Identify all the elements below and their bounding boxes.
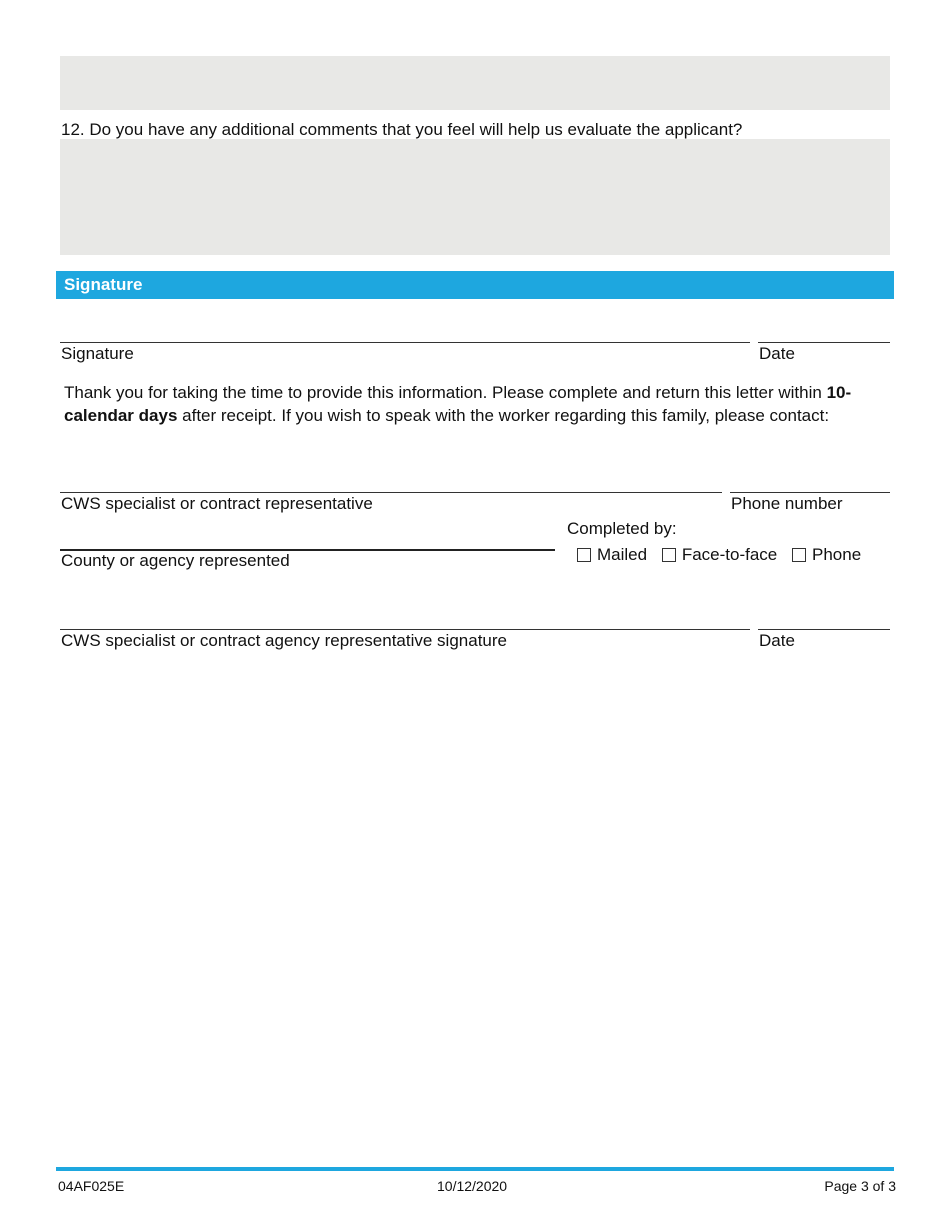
- completed-by-label: Completed by:: [567, 519, 677, 538]
- face-to-face-label: Face-to-face: [681, 545, 778, 564]
- option-phone[interactable]: [792, 545, 861, 565]
- phone-option-label: Phone: [812, 545, 862, 564]
- date-line[interactable]: [758, 342, 890, 343]
- footer-rule: [56, 1167, 894, 1171]
- mailed-checkbox[interactable]: [577, 548, 591, 562]
- instruction-intro: Thank you for taking the time to provide this information. Please complete and return this letter within: [64, 383, 822, 402]
- page-number: Page 3 of 3: [824, 1178, 896, 1194]
- rep-signature-label: CWS specialist or contract agency representative signature: [61, 631, 507, 650]
- option-mailed[interactable]: [577, 545, 647, 565]
- date-label: Date: [759, 344, 795, 363]
- instruction-paragraph: [64, 382, 874, 427]
- phone-label: Phone number: [731, 494, 843, 513]
- phone-line[interactable]: [730, 492, 890, 493]
- rep-signature-line[interactable]: [60, 629, 750, 630]
- revision-date: 10/12/2020: [437, 1178, 508, 1194]
- mailed-label: Mailed: [597, 545, 648, 564]
- instruction-rest: after receipt. If you wish to speak with the worker regarding this family, please contact:: [182, 405, 830, 425]
- rep-date-label: Date: [759, 631, 795, 650]
- specialist-line[interactable]: [60, 492, 722, 493]
- rep-date-line[interactable]: [758, 629, 890, 630]
- face-to-face-checkbox[interactable]: [662, 548, 676, 562]
- signature-label: Signature: [61, 344, 134, 363]
- form-code: 04AF025E: [58, 1178, 125, 1194]
- specialist-label: CWS specialist or contract representative: [61, 494, 373, 513]
- question-12-text: 12. Do you have any additional comments that you feel will help us evaluate the applicant?: [61, 120, 743, 139]
- question-12-answer-field[interactable]: [60, 139, 890, 255]
- phone-checkbox[interactable]: [792, 548, 806, 562]
- signature-line[interactable]: [60, 342, 750, 343]
- previous-answer-field[interactable]: [60, 56, 890, 110]
- county-label: County or agency represented: [61, 551, 290, 570]
- completed-by-options: [577, 545, 861, 565]
- signature-section-header: Signature: [56, 271, 894, 299]
- instruction-deadline: 10-calendar days: [64, 383, 852, 425]
- option-face-to-face[interactable]: [662, 545, 777, 565]
